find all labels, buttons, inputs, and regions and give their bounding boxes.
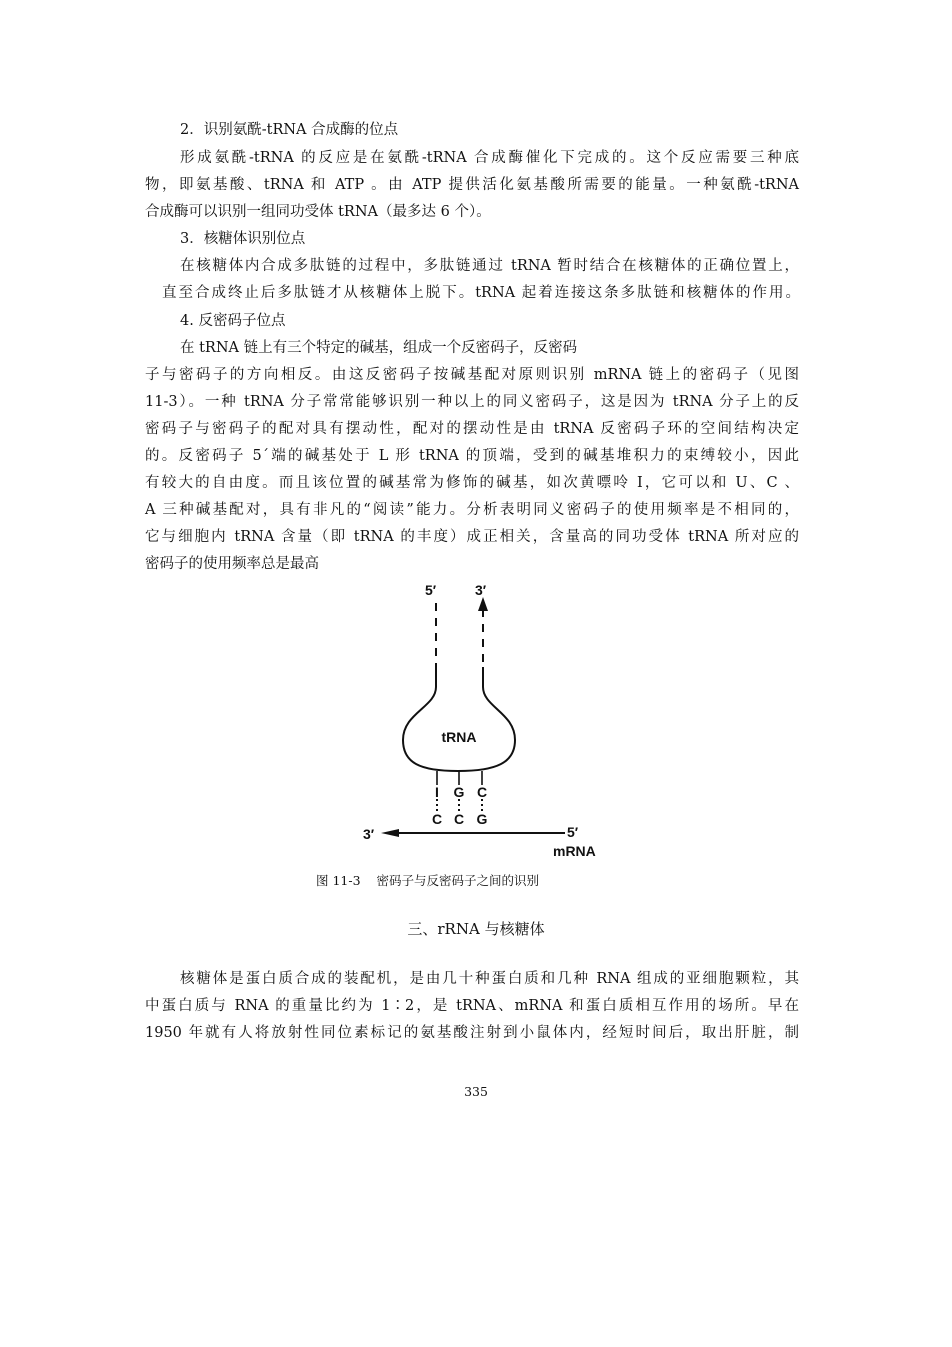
mrna-arrowhead: [381, 829, 399, 837]
section-4-text-line: 11-3）。一种 tRNA 分子常常能够识别一种以上的同义密码子，这是因为 tRNA 分子上的反: [145, 394, 799, 410]
section-text-line: 中蛋白质与 RNA 的重量比约为 1∶2，是 tRNA、mRNA 和蛋白质相互作用的场所。早在: [145, 998, 799, 1014]
section-3-heading: 3．核糖体识别位点: [180, 231, 306, 247]
trna-5-prime-label: 5′: [425, 582, 437, 598]
section-4-text-line: 密码子的使用频率总是最高: [145, 556, 319, 572]
codon-base: G: [476, 811, 488, 827]
section-3-text-line: 在核糖体内合成多肽链的过程中，多肽链通过 tRNA 暂时结合在核糖体的正确位置上，: [180, 258, 799, 274]
codon-base: C: [431, 811, 443, 827]
codon-anticodon-diagram: [355, 575, 615, 865]
section-2-text-line: 合成酶可以识别一组同功受体 tRNA（最多达 6 个）。: [145, 204, 491, 220]
section-3-text-line: 直至合成终止后多肽链才从核糖体上脱下。tRNA 起着连接这条多肽链和核糖体的作用。: [162, 285, 800, 301]
trna-label: tRNA: [441, 729, 477, 745]
anticodon-base: C: [476, 784, 488, 800]
section-text-line: 核糖体是蛋白质合成的装配机，是由几十种蛋白质和几种 RNA 组成的亚细胞颗粒，其: [180, 971, 799, 987]
page-number: 335: [464, 1084, 488, 1099]
trna-body-outline: [403, 667, 515, 771]
section-4-text-line: 它与细胞内 tRNA 含量（即 tRNA 的丰度）成正相关，含量高的同功受体 tRNA 所对应的: [145, 529, 799, 545]
section-4-text-line: 有较大的自由度。而且该位置的碱基常为修饰的碱基，如次黄嘌呤 I，它可以和 U、C 、: [145, 475, 799, 491]
trna-3-prime-arrowhead: [478, 597, 488, 611]
mrna-label: mRNA: [553, 843, 596, 859]
section-4-heading: 4. 反密码子位点: [180, 313, 286, 329]
section-heading: 三、rRNA 与核糖体: [407, 920, 545, 938]
section-2-text-line: 物，即氨基酸、tRNA 和 ATP 。由 ATP 提供活化氨基酸所需要的能量。一种氨酰-tRNA: [145, 177, 799, 193]
section-text-line: 1950 年就有人将放射性同位素标记的氨基酸注射到小鼠体内，经短时间后，取出肝脏，制: [145, 1025, 799, 1041]
section-4-text-line: 在 tRNA 链上有三个特定的碱基，组成一个反密码子，反密码: [180, 340, 578, 356]
section-4-text-line: 密码子与密码子的配对具有摆动性，配对的摆动性是由 tRNA 反密码子环的空间结构决定: [145, 421, 799, 437]
anticodon-base: I: [435, 784, 439, 800]
mrna-3-prime-label: 3′: [363, 826, 375, 842]
section-2-text-line: 形成氨酰-tRNA 的反应是在氨酰-tRNA 合成酶催化下完成的。这个反应需要三种底: [180, 150, 799, 166]
section-4-text-line: A 三种碱基配对，具有非凡的“阅读”能力。分析表明同义密码子的使用频率是不相同的，: [145, 502, 799, 518]
anticodon-base: G: [453, 784, 465, 800]
section-4-text-line: 的。反密码子 5´端的碱基处于 L 形 tRNA 的顶端，受到的碱基堆积力的束缚较小，因此: [145, 448, 799, 464]
figure-caption: 图 11-3 密码子与反密码子之间的识别: [316, 873, 539, 888]
codon-base: C: [453, 811, 465, 827]
mrna-5-prime-label: 5′: [567, 824, 579, 840]
trna-3-prime-label: 3′: [475, 582, 487, 598]
section-2-heading: 2．识别氨酰-tRNA 合成酶的位点: [180, 122, 399, 138]
section-4-text-line: 子与密码子的方向相反。由这反密码子按碱基配对原则识别 mRNA 链上的密码子（见图: [145, 367, 799, 383]
